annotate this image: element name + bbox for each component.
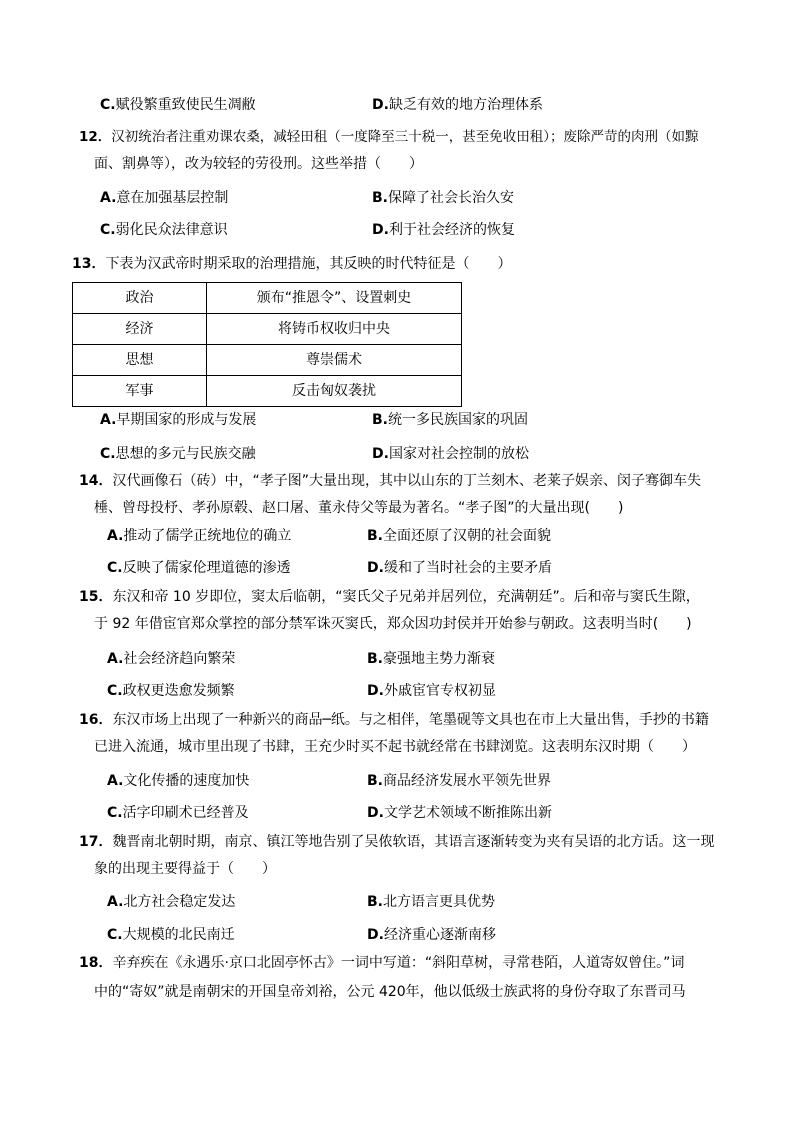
q15-option-d: D.外戚宦官专权初显 bbox=[367, 683, 496, 699]
table-cell-field: 思想 bbox=[73, 345, 207, 376]
q15-option-b: B.豪强地主势力渐衰 bbox=[367, 651, 495, 667]
q14-stem-line2: 棰、曾母投杼、孝孙原毂、赵口屠、董永侍父等最为著名。“孝子图”的大量出现( ) bbox=[94, 500, 624, 516]
q15-option-a: A.社会经济趋向繁荣 bbox=[107, 651, 236, 667]
q14-option-b: B.全面还原了汉朝的社会面貌 bbox=[367, 528, 551, 544]
q16-option-d: D.文学艺术领域不断推陈出新 bbox=[367, 805, 552, 821]
q15-option-c: C.政权更迭愈发频繁 bbox=[107, 683, 235, 699]
q11-option-d: D.缺乏有效的地方治理体系 bbox=[372, 97, 543, 113]
q14-option-d: D.缓和了当时社会的主要矛盾 bbox=[367, 560, 552, 576]
q13-stem-line1: 13．下表为汉武帝时期采取的治理措施，其反映的时代特征是（ ） bbox=[72, 256, 512, 272]
q15-stem-line2: 于 92 年借宦官郑众掌控的部分禁军诛灭窦氏，郑众因功封侯并开始参与朝政。这表明当时( ) bbox=[94, 616, 692, 632]
table-row bbox=[73, 376, 462, 407]
table-cell-field: 军事 bbox=[73, 376, 207, 407]
q16-stem-line1: 16．东汉市场上出现了一种新兴的商品─纸。与之相伴，笔墨砚等文具也在市上大量出售，手抄的书籍 bbox=[79, 712, 709, 728]
q16-option-a: A.文化传播的速度加快 bbox=[107, 773, 250, 789]
q18-stem-line2: 中的“寄奴”就是南朝宋的开国皇帝刘裕，公元 420年，他以低级士族武将的身份夺取了东晋司马 bbox=[94, 984, 686, 1000]
q14-stem-line1: 14．汉代画像石（砖）中，“孝子图”大量出现，其中以山东的丁兰刻木、老莱子娱亲、闵子骞御车失 bbox=[79, 473, 701, 489]
q11-option-c: C.赋役繁重致使民生凋敝 bbox=[100, 97, 256, 113]
q17-stem-line1: 17．魏晋南北朝时期，南京、镇江等地告别了吴侬软语，其语言逐渐转变为夹有吴语的北方话。这一现 bbox=[79, 834, 715, 850]
q17-option-d: D.经济重心逐渐南移 bbox=[367, 927, 496, 943]
q12-option-a: A.意在加强基层控制 bbox=[100, 190, 229, 206]
table-row bbox=[73, 283, 462, 314]
q17-option-c: C.大规模的北民南迁 bbox=[107, 927, 235, 943]
q12-stem-line1: 12．汉初统治者注重劝课农桑，减轻田租（一度降至三十税一，甚至免收田租）；废除严苛的肉刑（如黥 bbox=[79, 129, 699, 145]
table-row bbox=[73, 345, 462, 376]
q16-option-c: C.活字印刷术已经普及 bbox=[107, 805, 249, 821]
q16-stem-line2: 已进入流通，城市里出现了书肆，王充少时买不起书就经常在书肆浏览。这表明东汉时期（ ） bbox=[94, 739, 696, 755]
q18-stem-line1: 18．辛弃疾在《永遇乐·京口北固亭怀古》一词中写道：“斜阳草树，寻常巷陌，人道寄奴曾住。”词 bbox=[79, 955, 685, 971]
q12-stem-line2: 面、割鼻等），改为较轻的劳役刑。这些举措（ ） bbox=[94, 156, 423, 172]
q17-stem-line2: 象的出现主要得益于（ ） bbox=[94, 861, 276, 877]
q12-option-d: D.利于社会经济的恢复 bbox=[372, 222, 515, 238]
q13-measures-table bbox=[72, 282, 462, 407]
q12-option-b: B.保障了社会长治久安 bbox=[372, 190, 514, 206]
table-cell-measure: 颁布“推恩令”、设置刺史 bbox=[207, 283, 462, 314]
q14-option-a: A.推动了儒学正统地位的确立 bbox=[107, 528, 292, 544]
table-cell-measure: 反击匈奴袭扰 bbox=[207, 376, 462, 407]
q17-option-a: A.北方社会稳定发达 bbox=[107, 894, 236, 910]
q12-option-c: C.弱化民众法律意识 bbox=[100, 222, 228, 238]
table-row bbox=[73, 314, 462, 345]
table-cell-measure: 将铸币权收归中央 bbox=[207, 314, 462, 345]
q13-option-d: D.国家对社会控制的放松 bbox=[372, 446, 529, 462]
q16-option-b: B.商品经济发展水平领先世界 bbox=[367, 773, 551, 789]
q15-stem-line1: 15．东汉和帝 10 岁即位，窦太后临朝，“窦氏父子兄弟并居列位，充满朝廷”。后和帝与窦氏生隙， bbox=[79, 589, 700, 605]
q13-option-b: B.统一多民族国家的巩固 bbox=[372, 412, 528, 428]
table-cell-field: 政治 bbox=[73, 283, 207, 314]
q13-option-c: C.思想的多元与民族交融 bbox=[100, 446, 256, 462]
table-cell-measure: 尊崇儒术 bbox=[207, 345, 462, 376]
q17-option-b: B.北方语言更具优势 bbox=[367, 894, 495, 910]
q14-option-c: C.反映了儒家伦理道德的渗透 bbox=[107, 560, 291, 576]
table-cell-field: 经济 bbox=[73, 314, 207, 345]
q13-option-a: A.早期国家的形成与发展 bbox=[100, 412, 257, 428]
